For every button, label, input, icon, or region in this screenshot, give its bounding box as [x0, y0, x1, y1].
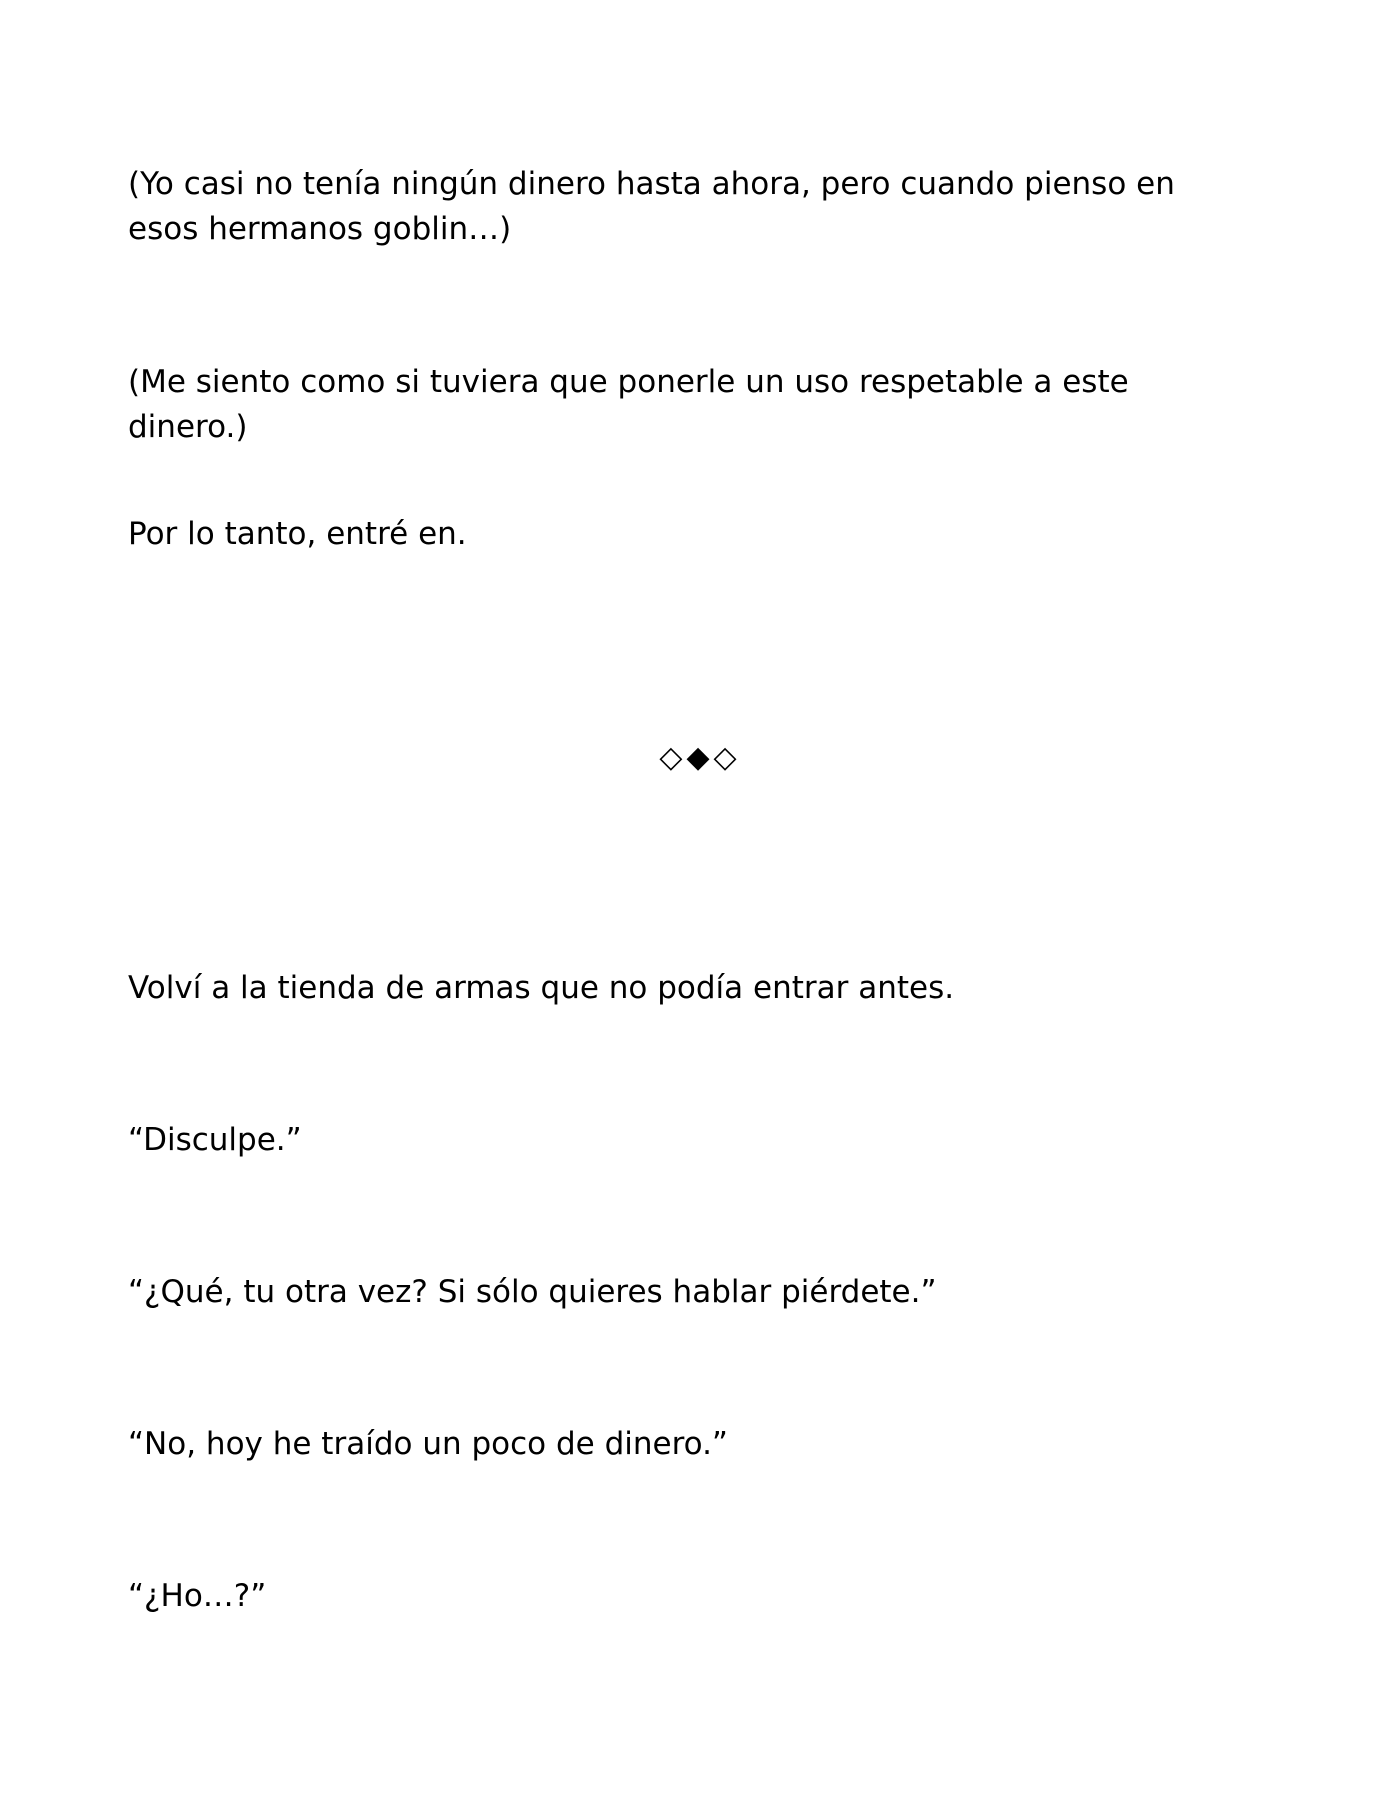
dialogue-line: “Disculpe.”: [128, 1122, 302, 1158]
paragraph: (Yo casi no tenía ningún dinero hasta ahora, pero cuando pienso en esos hermanos goblin…): [128, 166, 1175, 247]
paragraph: (Me siento como si tuviera que ponerle un uso respetable a este dinero.): [128, 364, 1129, 445]
dialogue-line: “¿Ho…?”: [128, 1578, 267, 1614]
paragraph: Volví a la tienda de armas que no podía entrar antes.: [128, 970, 955, 1006]
scene-separator: ◇◆◇: [659, 740, 741, 775]
dialogue-line: “¿Qué, tu otra vez? Si sólo quieres hablar piérdete.”: [128, 1274, 937, 1310]
paragraph: Por lo tanto, entré en.: [128, 516, 467, 552]
dialogue-line: “No, hoy he traído un poco de dinero.”: [128, 1426, 728, 1462]
